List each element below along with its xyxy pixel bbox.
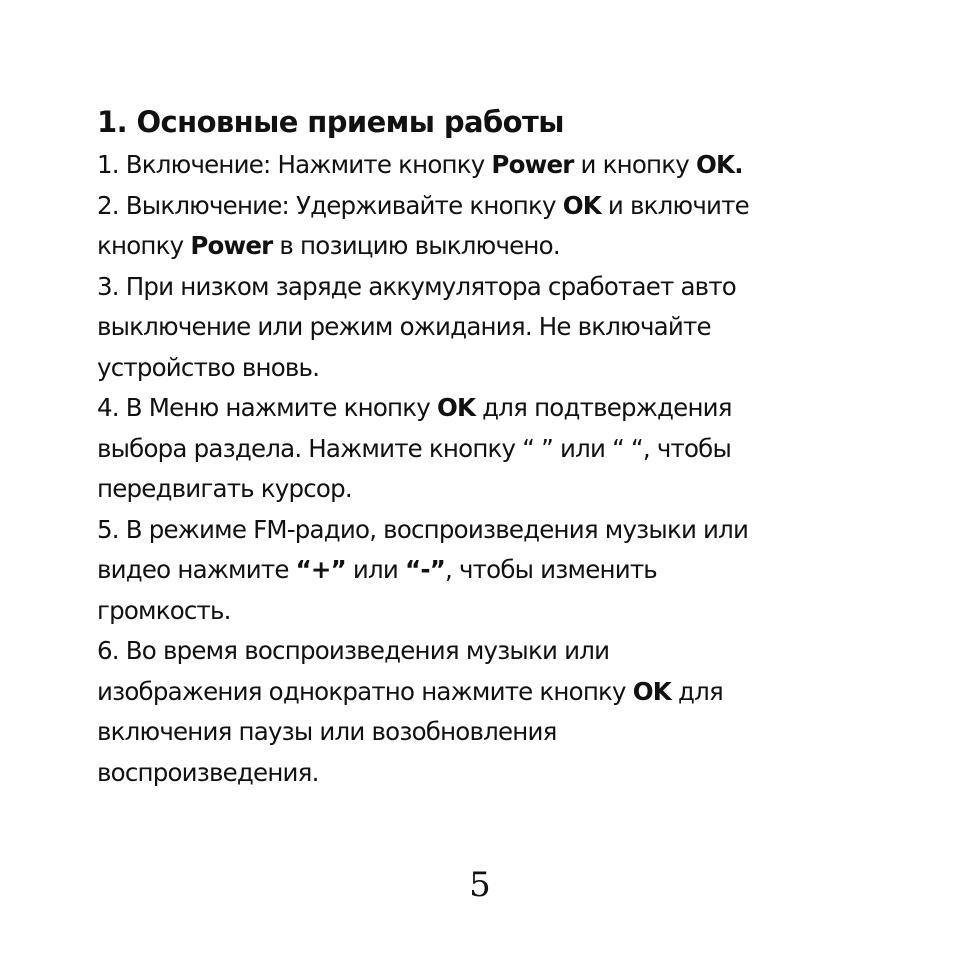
text-line: 6. Во время воспроизведения музыки или <box>97 636 610 665</box>
text-line: воспроизведения. <box>97 757 319 787</box>
text-run: 1. Включение: Нажмите кнопку <box>97 150 492 179</box>
text-run: , чтобы изменить <box>445 555 657 584</box>
instruction-item-power-on <box>97 145 897 186</box>
button-name-power: Power <box>190 231 273 260</box>
text-line <box>97 186 897 227</box>
text-line: выключение или режим ожидания. Не включайте <box>97 312 711 341</box>
text-run: или <box>345 555 406 584</box>
instruction-item-pause <box>97 631 897 793</box>
text-line: передвигать курсор. <box>97 474 352 503</box>
text-line <box>97 226 897 267</box>
button-name-ok: OK <box>562 190 601 220</box>
text-run: и включите <box>600 190 749 220</box>
instruction-item-low-battery <box>97 267 897 389</box>
text-line <box>97 388 897 429</box>
text-line <box>97 550 897 591</box>
button-name-plus: “+” <box>295 555 346 584</box>
text-run: видео нажмите <box>97 555 296 584</box>
text-run: изображения однократно нажмите кнопку <box>97 676 633 706</box>
text-run: кнопку <box>97 231 191 260</box>
text-run: 4. В Меню нажмите кнопку <box>97 393 437 422</box>
text-line <box>97 672 897 713</box>
instruction-item-power-off <box>97 186 897 267</box>
text-run: для <box>670 676 723 706</box>
instructions-list <box>97 145 897 793</box>
button-name-ok: OK <box>695 150 735 179</box>
text-run: . <box>734 150 743 179</box>
instruction-item-volume <box>97 510 897 632</box>
text-line: устройство вновь. <box>97 352 320 382</box>
text-line: 3. При низком заряде аккумулятора сработает авто <box>97 271 736 301</box>
page-title: 1. Основные приемы работы <box>97 105 564 139</box>
instruction-item-menu <box>97 388 897 510</box>
text-line: включения паузы или возобновления <box>97 717 557 746</box>
text-line: 5. В режиме FM-радио, воспроизведения музыки или <box>97 514 749 544</box>
text-line: выбора раздела. Нажмите кнопку “ ” или “ “, чтобы <box>97 433 732 463</box>
button-name-ok: OK <box>632 676 671 706</box>
text-run: 2. Выключение: Удерживайте кнопку <box>97 190 563 220</box>
button-name-ok: OK <box>436 393 476 422</box>
button-name-power: Power <box>491 150 574 179</box>
text-run: для подтверждения <box>475 393 732 422</box>
text-run: и кнопку <box>573 150 696 179</box>
text-run: в позицию выключено. <box>272 231 560 260</box>
button-name-minus: “-” <box>405 555 446 584</box>
text-line: громкость. <box>97 595 231 625</box>
text-line <box>97 145 897 186</box>
page-number: 5 <box>469 865 491 905</box>
